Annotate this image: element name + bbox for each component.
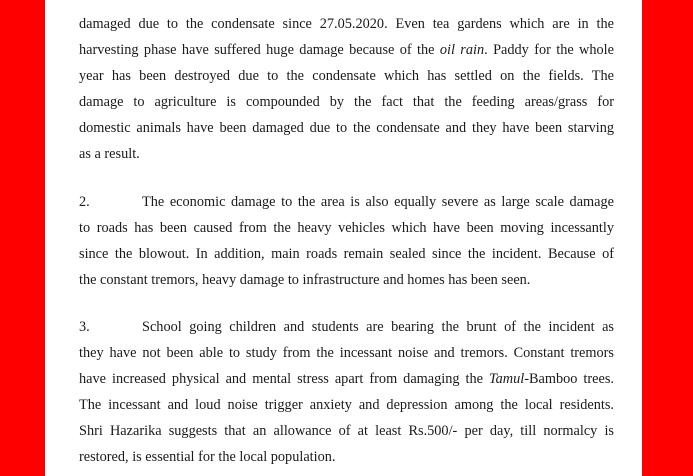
text-line: damage to agriculture is compounded by the fact that the feeding areas/grass for xyxy=(79,94,614,110)
text-line: restored, is essential for the local population. xyxy=(79,449,336,465)
text-line: 2. The economic damage to the area is also equally severe as large scale damage xyxy=(79,189,614,215)
paragraph-2 xyxy=(79,189,614,293)
text-line: have increased physical and mental stress apart from damaging the Tamul-Bamboo trees. xyxy=(79,371,614,387)
text-line: year has been destroyed due to the condensate which has settled on the fields. The xyxy=(79,68,614,84)
paragraph-number: 3. xyxy=(79,319,90,335)
text-line: domestic animals have been damaged due to the condensate and they have been starving xyxy=(79,120,614,136)
text-line: The incessant and loud noise trigger anxiety and depression among the local residents. xyxy=(79,397,614,413)
italic-term: oil rain xyxy=(439,42,485,58)
text-line: as a result. xyxy=(79,146,140,162)
italic-term: Tamul xyxy=(488,371,525,387)
text-line: Shri Hazarika suggests that an allowance of at least Rs.500/- per day, till normalcy is xyxy=(79,423,614,439)
text-line: harvesting phase have suffered huge damage because of the oil rain. Paddy for the whole xyxy=(79,42,614,58)
paragraph-continued xyxy=(79,11,614,167)
text-line: damaged due to the condensate since 27.05.2020. Even tea gardens which are in the xyxy=(79,16,614,32)
text-line: since the blowout. In addition, main roads remain sealed since the incident. Because of xyxy=(79,246,614,262)
paragraph-3 xyxy=(79,314,614,470)
text-line: the constant tremors, heavy damage to infrastructure and homes has been seen. xyxy=(79,272,531,288)
document-page xyxy=(45,0,642,476)
text-line: 3. School going children and students are bearing the brunt of the incident as xyxy=(79,314,614,340)
text-line: to roads has been caused from the heavy vehicles which have been moving incessantly xyxy=(79,220,614,236)
paragraph-number: 2. xyxy=(79,194,90,210)
text-line: they have not been able to study from the incessant noise and tremors. Constant tremors xyxy=(79,345,614,361)
